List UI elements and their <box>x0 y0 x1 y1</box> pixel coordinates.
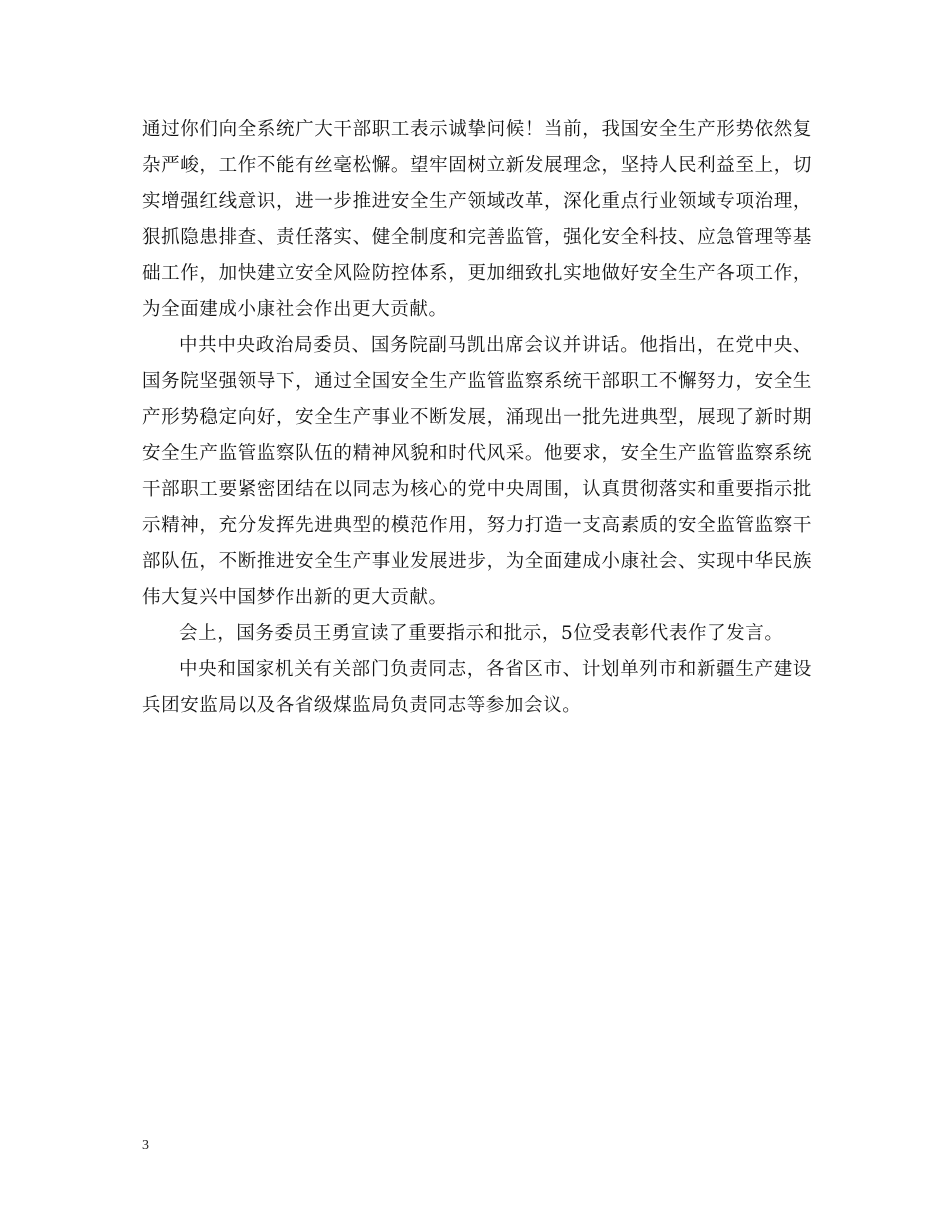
paragraph-4: 中央和国家机关有关部门负责同志，各省区市、计划单列市和新疆生产建设兵团安监局以及各省级煤监局负责同志等参加会议。 <box>142 659 812 716</box>
document-body <box>142 112 812 724</box>
paragraph-3: 会上，国务委员王勇宣读了重要指示和批示，5位受表彰代表作了发言。 <box>179 623 784 644</box>
page-number: 3 <box>142 1138 149 1153</box>
paragraph-1: 通过你们向全系统广大干部职工表示诚挚问候！当前，我国安全生产形势依然复杂严峻，工作不能有丝毫松懈。望牢固树立新发展理念，坚持人民利益至上，切实增强红线意识，进一步推进安全生产领域改革，深化重点行业领域专项治理，狠抓隐患排查、责任落实、健全制度和完善监管，强化安全科技、应急管理等基础工作，加快建立安全风险防控体系，更加细致扎实地做好安全生产各项工作，为全面建成小康社会作出更大贡献。 <box>142 119 812 320</box>
paragraph-2: 中共中央政治局委员、国务院副马凯出席会议并讲话。他指出，在党中央、国务院坚强领导下，通过全国安全生产监管监察系统干部职工不懈努力，安全生产形势稳定向好，安全生产事业不断发展，涌现出一批先进典型，展现了新时期安全生产监管监察队伍的精神风貌和时代风采。他要求，安全生产监管监察系统干部职工要紧密团结在以同志为核心的党中央周围，认真贯彻落实和重要指示批示精神，充分发挥先进典型的模范作用，努力打造一支高素质的安全监管监察干部队伍，不断推进安全生产事业发展进步，为全面建成小康社会、实现中华民族伟大复兴中国梦作出新的更大贡献。 <box>142 335 812 608</box>
